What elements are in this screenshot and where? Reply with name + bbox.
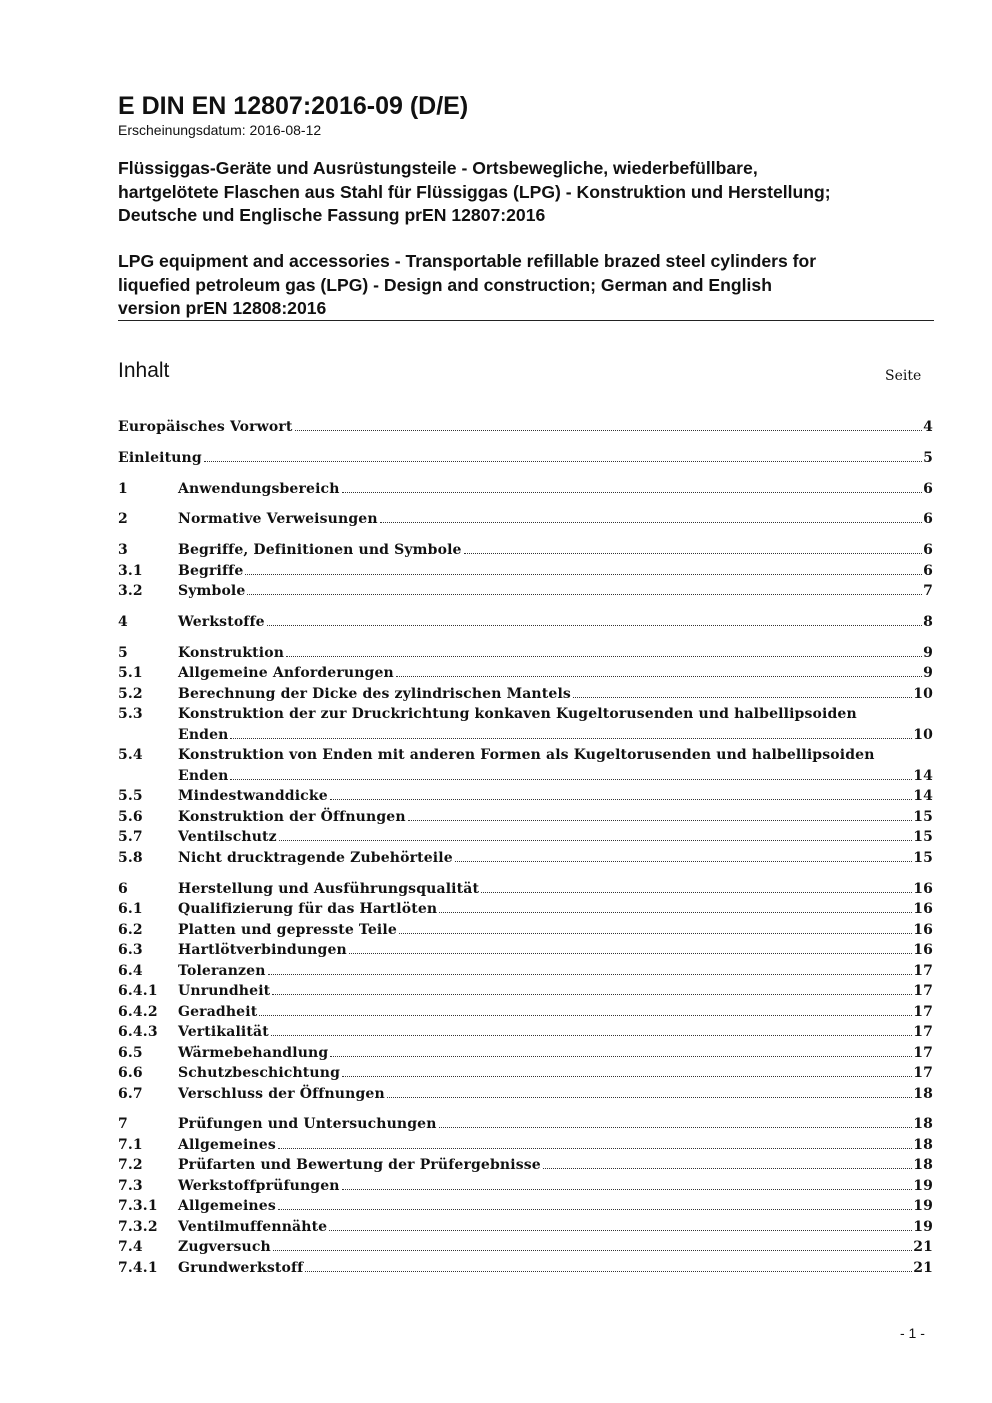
toc-dot-leader	[272, 994, 912, 995]
toc-entry[interactable]	[118, 786, 933, 807]
toc-entry-number: 3.2	[118, 583, 143, 600]
toc-entry-title: Schutzbeschichtung	[178, 1065, 341, 1082]
toc-entry[interactable]	[118, 417, 933, 438]
toc-entry-title: Prüfungen und Untersuchungen	[178, 1116, 437, 1133]
toc-entry[interactable]	[118, 509, 933, 530]
toc-entry-title: Verschluss der Öffnungen	[178, 1085, 385, 1102]
toc-entry-title: Ventilmuffennähte	[178, 1218, 328, 1235]
toc-entry[interactable]	[118, 766, 933, 787]
toc-entry-number: 6.7	[118, 1085, 143, 1102]
toc-dot-leader	[295, 430, 923, 431]
toc-entry-page: 18	[913, 1136, 933, 1153]
toc-entry-page: 5	[923, 449, 933, 466]
toc-group	[118, 612, 933, 633]
title-english-line: LPG equipment and accessories - Transportable refillable brazed steel cylinders for	[118, 251, 817, 271]
document-id: E DIN EN 12807:2016-09 (D/E)	[118, 92, 469, 120]
toc-entry-number: 7.4	[118, 1239, 143, 1256]
toc-entry-title: Unrundheit	[178, 983, 271, 1000]
toc-entry[interactable]	[118, 1043, 933, 1064]
toc-entry-number: 5.3	[118, 706, 143, 723]
toc-dot-leader	[330, 799, 912, 800]
toc-dot-leader	[573, 697, 912, 698]
toc-dot-leader	[342, 1189, 913, 1190]
toc-entry-page: 8	[923, 613, 933, 630]
table-of-contents	[118, 417, 933, 1289]
toc-entry-title: Begriffe	[178, 562, 244, 579]
toc-entry[interactable]	[118, 899, 933, 920]
toc-entry-page: 16	[913, 942, 933, 959]
toc-entry[interactable]	[118, 940, 933, 961]
toc-entry-title: Ventilschutz	[178, 829, 277, 846]
toc-entry[interactable]	[118, 1063, 933, 1084]
toc-entry-page: 9	[923, 665, 933, 682]
toc-entry[interactable]	[118, 448, 933, 469]
toc-entry[interactable]	[118, 684, 933, 705]
toc-entry[interactable]	[118, 561, 933, 582]
toc-entry-number: 7.1	[118, 1136, 143, 1153]
toc-entry-page: 16	[913, 921, 933, 938]
toc-entry-title: Platten und gepresste Teile	[178, 921, 397, 938]
toc-dot-leader	[408, 820, 913, 821]
toc-dot-leader	[259, 1015, 912, 1016]
toc-entry-number: 4	[118, 613, 128, 630]
toc-entry-title: Werkstoffe	[178, 613, 265, 630]
toc-entry-title: Allgemeine Anforderungen	[178, 665, 394, 682]
toc-dot-leader	[380, 522, 922, 523]
toc-group	[118, 1114, 933, 1278]
toc-entry[interactable]	[118, 540, 933, 561]
toc-entry-number: 1	[118, 480, 128, 497]
toc-entry-title: Werkstoffprüfungen	[178, 1177, 340, 1194]
title-german-line: Deutsche und Englische Fassung prEN 12807:2016	[118, 205, 546, 225]
toc-entry-number: 5.7	[118, 829, 143, 846]
toc-entry-page: 17	[913, 1024, 933, 1041]
toc-entry-page: 10	[913, 726, 933, 743]
toc-entry-number: 7.3.2	[118, 1218, 158, 1235]
toc-group	[118, 417, 933, 438]
toc-entry-number: 5.1	[118, 665, 143, 682]
toc-entry-number: 6.6	[118, 1065, 143, 1082]
toc-entry-title: Prüfarten und Bewertung der Prüfergebnisse	[178, 1157, 541, 1174]
title-german	[118, 157, 938, 228]
toc-entry-number: 7.2	[118, 1157, 143, 1174]
toc-dot-leader	[481, 892, 912, 893]
toc-page-column-label: Seite	[885, 368, 922, 384]
toc-entry-page: 17	[913, 962, 933, 979]
toc-entry-number: 6.1	[118, 901, 143, 918]
toc-dot-leader	[396, 676, 922, 677]
toc-entry[interactable]	[118, 981, 933, 1002]
toc-entry[interactable]	[118, 1022, 933, 1043]
toc-entry-page: 7	[923, 583, 933, 600]
toc-entry-number: 5.8	[118, 849, 143, 866]
toc-entry-page: 17	[913, 983, 933, 1000]
toc-entry-page: 6	[923, 542, 933, 559]
toc-dot-leader	[230, 738, 912, 739]
toc-entry-number: 5.6	[118, 808, 143, 825]
toc-dot-leader	[273, 1250, 912, 1251]
toc-entry-page: 17	[913, 1044, 933, 1061]
toc-dot-leader	[204, 461, 922, 462]
toc-entry-title: Konstruktion der zur Druckrichtung konkaven Kugeltorusenden und halbellipsoiden	[178, 706, 857, 723]
toc-dot-leader	[543, 1168, 912, 1169]
toc-entry-title: Enden	[178, 726, 229, 743]
toc-entry[interactable]	[118, 1258, 933, 1279]
toc-entry-number: 5.4	[118, 747, 143, 764]
toc-dot-leader	[305, 1271, 912, 1272]
toc-entry[interactable]	[118, 920, 933, 941]
toc-dot-leader	[245, 574, 922, 575]
toc-dot-leader	[230, 779, 912, 780]
toc-entry-number: 3.1	[118, 562, 143, 579]
toc-entry-title: Nicht drucktragende Zubehörteile	[178, 849, 453, 866]
toc-entry[interactable]	[118, 1196, 933, 1217]
toc-entry[interactable]	[118, 879, 933, 900]
toc-group	[118, 509, 933, 530]
toc-entry[interactable]	[118, 1217, 933, 1238]
toc-entry-number: 5.5	[118, 788, 143, 805]
publication-date-value: 2016-08-12	[249, 122, 322, 138]
toc-entry-page: 6	[923, 511, 933, 528]
toc-dot-leader	[267, 625, 922, 626]
toc-entry-title: Europäisches Vorwort	[118, 419, 293, 435]
toc-entry-page: 19	[913, 1218, 933, 1235]
toc-entry[interactable]	[118, 1155, 933, 1176]
toc-entry-page: 15	[913, 829, 933, 846]
toc-entry-page: 17	[913, 1003, 933, 1020]
toc-entry[interactable]	[118, 612, 933, 633]
toc-entry-line[interactable]	[118, 745, 933, 766]
toc-entry[interactable]	[118, 1084, 933, 1105]
toc-entry-page: 17	[913, 1065, 933, 1082]
toc-entry-title: Konstruktion der Öffnungen	[178, 808, 406, 825]
toc-dot-leader	[278, 1148, 912, 1149]
toc-entry-title: Begriffe, Definitionen und Symbole	[178, 542, 462, 559]
toc-entry-page: 6	[923, 562, 933, 579]
toc-entry-page: 15	[913, 849, 933, 866]
toc-entry-number: 3	[118, 542, 128, 559]
toc-entry-page: 9	[923, 644, 933, 661]
toc-entry-title: Konstruktion von Enden mit anderen Formen als Kugeltorusenden und halbellipsoiden	[178, 747, 875, 764]
toc-entry-line[interactable]	[118, 704, 933, 725]
toc-group	[118, 879, 933, 1105]
toc-entry[interactable]	[118, 663, 933, 684]
toc-dot-leader	[271, 1035, 912, 1036]
toc-entry-page: 18	[913, 1085, 933, 1102]
toc-group	[118, 448, 933, 469]
toc-group	[118, 540, 933, 602]
toc-dot-leader	[349, 953, 912, 954]
publication-date	[118, 122, 321, 138]
toc-entry[interactable]	[118, 725, 933, 746]
toc-dot-leader	[455, 861, 912, 862]
toc-dot-leader	[439, 1127, 913, 1128]
toc-entry[interactable]	[118, 827, 933, 848]
toc-entry-title: Grundwerkstoff	[178, 1259, 304, 1276]
toc-entry-page: 14	[913, 788, 933, 805]
toc-entry-page: 10	[913, 685, 933, 702]
toc-entry-title: Geradheit	[178, 1003, 258, 1020]
toc-entry-title: Normative Verweisungen	[178, 511, 378, 528]
title-divider	[118, 320, 934, 321]
toc-entry-number: 6.5	[118, 1044, 143, 1061]
toc-entry-number: 6.4.3	[118, 1024, 158, 1041]
title-german-line: hartgelötete Flaschen aus Stahl für Flüssiggas (LPG) - Konstruktion und Herstellung;	[118, 181, 831, 202]
toc-entry-page: 16	[913, 880, 933, 897]
toc-entry-number: 7	[118, 1116, 128, 1133]
toc-entry-title: Herstellung und Ausführungsqualität	[178, 880, 480, 897]
toc-entry-number: 5	[118, 644, 128, 661]
toc-entry[interactable]	[118, 1114, 933, 1135]
toc-entry[interactable]	[118, 581, 933, 602]
toc-entry-page: 21	[913, 1259, 933, 1276]
toc-entry-title: Einleitung	[118, 449, 202, 466]
toc-entry-page: 18	[913, 1116, 933, 1133]
toc-entry-page: 19	[913, 1177, 933, 1194]
toc-entry-number: 6.4	[118, 962, 143, 979]
toc-group	[118, 643, 933, 869]
toc-entry-title: Symbole	[178, 583, 246, 600]
toc-entry-number: 7.4.1	[118, 1259, 158, 1276]
toc-entry[interactable]	[118, 1237, 933, 1258]
toc-entry-title: Mindestwanddicke	[178, 788, 328, 805]
toc-entry-page: 14	[913, 767, 933, 784]
toc-entry-page: 21	[913, 1239, 933, 1256]
toc-entry-number: 5.2	[118, 685, 143, 702]
toc-entry-title: Berechnung der Dicke des zylindrischen Mantels	[178, 685, 571, 702]
toc-dot-leader	[247, 594, 922, 595]
toc-group	[118, 479, 933, 500]
toc-entry-page: 15	[913, 808, 933, 825]
toc-entry[interactable]	[118, 961, 933, 982]
toc-entry[interactable]	[118, 848, 933, 869]
toc-entry-title: Zugversuch	[178, 1239, 271, 1256]
title-english-line: liquefied petroleum gas (LPG) - Design and construction; German and English	[118, 274, 772, 295]
toc-entry-page: 4	[923, 419, 933, 435]
toc-entry-title: Allgemeines	[178, 1198, 276, 1215]
toc-dot-leader	[387, 1097, 912, 1098]
toc-entry-page: 19	[913, 1198, 933, 1215]
toc-dot-leader	[399, 933, 912, 934]
toc-entry-page: 16	[913, 901, 933, 918]
toc-dot-leader	[439, 912, 912, 913]
toc-entry-number: 7.3.1	[118, 1198, 158, 1215]
toc-entry[interactable]	[118, 1176, 933, 1197]
toc-entry-title: Toleranzen	[178, 962, 266, 979]
toc-dot-leader	[286, 656, 922, 657]
page-number-footer: - 1 -	[900, 1325, 925, 1341]
toc-entry-number: 6.4.2	[118, 1003, 158, 1020]
toc-entry-title: Vertikalität	[178, 1024, 269, 1041]
toc-entry-page: 6	[923, 480, 933, 497]
toc-entry[interactable]	[118, 807, 933, 828]
toc-dot-leader	[268, 974, 913, 975]
title-english	[118, 250, 938, 321]
toc-dot-leader	[342, 1076, 912, 1077]
toc-entry-number: 6.4.1	[118, 983, 158, 1000]
toc-entry-title: Qualifizierung für das Hartlöten	[178, 901, 438, 918]
toc-entry-title: Wärmebehandlung	[178, 1044, 329, 1061]
publication-date-label: Erscheinungsdatum:	[118, 122, 246, 138]
toc-entry-title: Anwendungsbereich	[178, 480, 340, 497]
toc-entry[interactable]	[118, 479, 933, 500]
toc-dot-leader	[464, 553, 922, 554]
toc-dot-leader	[278, 1209, 912, 1210]
toc-heading: Inhalt	[118, 359, 170, 382]
toc-dot-leader	[279, 840, 912, 841]
toc-entry-number: 2	[118, 511, 128, 528]
toc-entry-number: 6	[118, 880, 128, 897]
toc-entry-title: Konstruktion	[178, 644, 285, 661]
toc-entry[interactable]	[118, 1002, 933, 1023]
title-german-line: Flüssiggas-Geräte und Ausrüstungsteile - Ortsbewegliche, wiederbefüllbare,	[118, 158, 758, 178]
toc-dot-leader	[329, 1230, 912, 1231]
toc-entry-page: 18	[913, 1157, 933, 1174]
toc-entry-title: Allgemeines	[178, 1136, 276, 1153]
toc-dot-leader	[330, 1056, 912, 1057]
toc-entry-number: 7.3	[118, 1177, 143, 1194]
toc-dot-leader	[342, 492, 923, 493]
toc-entry[interactable]	[118, 1135, 933, 1156]
toc-entry[interactable]	[118, 643, 933, 664]
toc-entry-number: 6.2	[118, 921, 143, 938]
title-english-line: version prEN 12808:2016	[118, 298, 327, 318]
toc-entry-title: Enden	[178, 767, 229, 784]
toc-entry-title: Hartlötverbindungen	[178, 942, 347, 959]
toc-entry-number: 6.3	[118, 942, 143, 959]
